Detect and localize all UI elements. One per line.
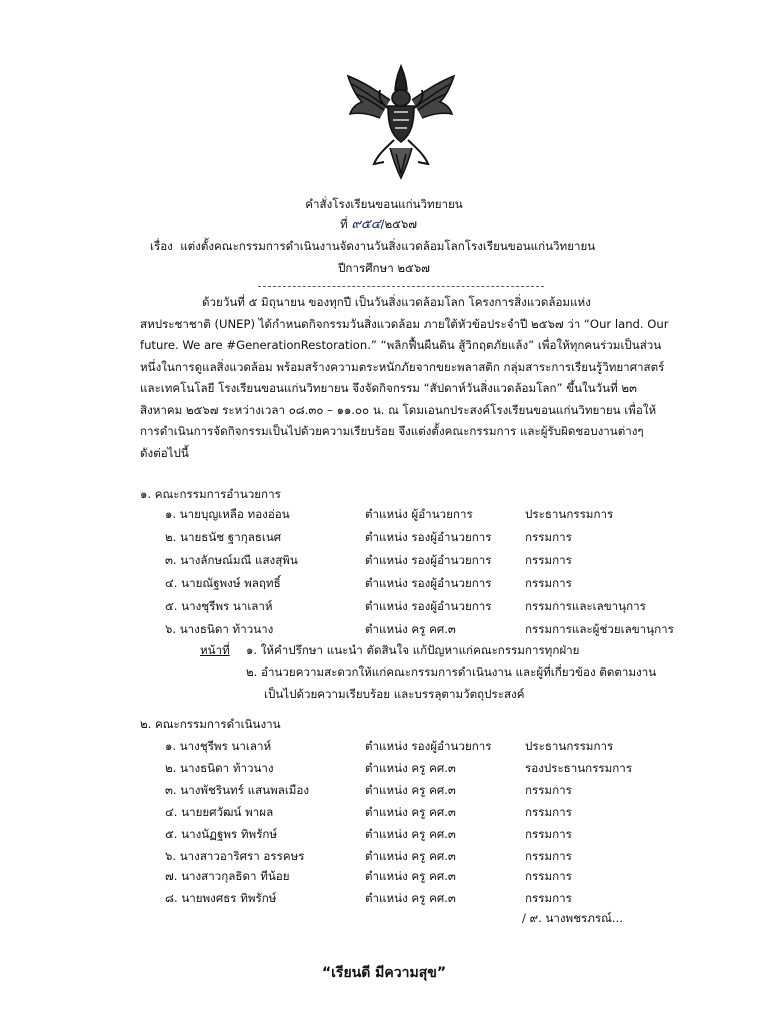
member-role: กรรมการ (525, 783, 572, 797)
continued-marker: / ๙. นางพชรภรณ์... (522, 911, 623, 925)
member-name: ๕. นางนัฏฐพร ทิพรักษ์ (165, 827, 278, 841)
committee2-heading: ๒. คณะกรรมการดำเนินงาน (140, 717, 281, 731)
member-role: กรรมการ (525, 849, 572, 863)
committee1-duty (0, 686, 768, 704)
committee1-member (0, 621, 768, 639)
member-position: ตำแหน่ง รองผู้อำนวยการ (365, 599, 492, 613)
garuda-emblem-icon (338, 62, 464, 182)
intro-paragraph (140, 292, 688, 464)
member-position: ตำแหน่ง ครู คศ.๓ (365, 805, 456, 819)
member-name: ๗. นางสาวกุลธิดา ทีน้อย (165, 869, 290, 883)
order-number-prefix: ที่ (340, 217, 348, 231)
school-slogan: “เรียนดี มีความสุข” (321, 965, 447, 981)
subject-label: เรื่อง (150, 239, 173, 253)
intro-line: สหประชาชาติ (UNEP) ได้กำหนดกิจกรรมวันสิ่งแวดล้อม ภายใต้หัวข้อประจำปี ๒๕๖๗ ว่า “Our land. Our (140, 316, 669, 331)
order-number-year: /๒๕๖๗ (380, 217, 417, 231)
duty-item: ๑. ให้คำปรึกษา แนะนำ ตัดสินใจ แก้ปัญหาแก่คณะกรรมการทุกฝ่าย (246, 643, 580, 657)
committee2-member (0, 826, 768, 844)
member-name: ๘. นายพงศธร ทิพรักษ์ (165, 891, 277, 905)
member-role: กรรมการ (525, 869, 572, 883)
intro-line: future. We are #GenerationRestoration.” “พลิกฟื้นผืนดิน สู้วิกฤตภัยแล้ง” เพื่อให้ทุกคนร่วมเป็นส่วน (140, 338, 662, 352)
committee1-member (0, 506, 768, 524)
member-position: ตำแหน่ง ครู คศ.๓ (365, 869, 456, 883)
header-divider (258, 286, 544, 287)
member-name: ๖. นางธนิดา ท้าวนาง (165, 622, 274, 636)
member-role: ประธานกรรมการ (525, 507, 614, 521)
academic-year: ปีการศึกษา ๒๕๖๗ (338, 261, 430, 275)
member-name: ๑. นายบุญเหลือ ทองอ่อน (165, 507, 290, 521)
committee1-duty (0, 664, 768, 682)
committee1-member (0, 575, 768, 593)
member-name: ๒. นายธนัช ฐากุลธเนศ (165, 530, 282, 544)
intro-line: ดังต่อไปนี้ (140, 445, 189, 460)
duty-item-continued: เป็นไปด้วยความเรียบร้อย และบรรลุตามวัตถุประสงค์ (264, 687, 525, 701)
member-role: กรรมการ (525, 553, 572, 567)
intro-line: และเทคโนโลยี โรงเรียนขอนแก่นวิทยายน จึงจัดกิจกรรม “สัปดาห์วันสิ่งแวดล้อมโลก” ขึ้นในวันที่ ๒๓ (140, 381, 637, 395)
member-position: ตำแหน่ง ครู คศ.๓ (365, 622, 456, 636)
member-role: กรรมการ (525, 805, 572, 819)
member-name: ๓. นางพัชรินทร์ แสนพลเมือง (165, 783, 310, 797)
member-position: ตำแหน่ง ผู้อำนวยการ (365, 507, 473, 521)
committee2-member (0, 782, 768, 800)
duty-label: หน้าที่ (200, 643, 230, 657)
member-position: ตำแหน่ง รองผู้อำนวยการ (365, 576, 492, 590)
member-name: ๕. นางชุรีพร นาเลาห์ (165, 599, 273, 613)
member-position: ตำแหน่ง ครู คศ.๓ (365, 891, 456, 905)
committee1-heading: ๑. คณะกรรมการอำนวยการ (140, 487, 281, 501)
member-role: กรรมการ (525, 827, 572, 841)
intro-line: ด้วยวันที่ ๕ มิถุนายน ของทุกปี เป็นวันสิ่งแวดล้อมโลก โครงการสิ่งแวดล้อมแห่ง (202, 295, 591, 309)
member-role: ประธานกรรมการ (525, 739, 614, 753)
member-role: กรรมการและผู้ช่วยเลขานุการ (525, 622, 674, 636)
order-title: คำสั่งโรงเรียนขอนแก่นวิทยายน (305, 197, 463, 211)
member-name: ๓. นางลักษณ์มณี แสงสุพิน (165, 553, 298, 567)
committee1-member (0, 529, 768, 547)
member-position: ตำแหน่ง ครู คศ.๓ (365, 827, 456, 841)
intro-line: การดำเนินการจัดกิจกรรมเป็นไปด้วยความเรียบร้อย จึงแต่งตั้งคณะกรรมการ และผู้รับผิดชอบงานต่างๆ (140, 424, 644, 438)
member-name: ๔. นายยศวัฒน์ พาผล (165, 805, 274, 819)
member-position: ตำแหน่ง ครู คศ.๓ (365, 849, 456, 863)
member-role: รองประธานกรรมการ (525, 761, 633, 775)
member-role: กรรมการ (525, 530, 572, 544)
committee2-member (0, 738, 768, 756)
member-name: ๒. นางธนิดา ท้าวนาง (165, 761, 274, 775)
member-position: ตำแหน่ง ครู คศ.๓ (365, 761, 456, 775)
intro-line: หนึ่งในการดูแลสิ่งแวดล้อม พร้อมสร้างความตระหนักภัยจากขยะพลาสติก กลุ่มสาระการเรียนรู้วิทยาศาสตร์ (140, 359, 665, 374)
committee2-member (0, 868, 768, 886)
order-number (340, 216, 417, 233)
intro-line: สิงหาคม ๒๕๖๗ ระหว่างเวลา ๐๘.๓๐ – ๑๑.๐๐ น. ณ โดมเอนกประสงค์โรงเรียนขอนแก่นวิทยายน เพื่อให้ (140, 402, 657, 417)
subject-text: แต่งตั้งคณะกรรมการดำเนินงานจัดงานวันสิ่งแวดล้อมโลกโรงเรียนขอนแก่นวิทยายน (180, 239, 596, 253)
member-role: กรรมการ (525, 576, 572, 590)
member-name: ๔. นายณัฐพงษ์ พลฤทธิ์ (165, 576, 281, 590)
committee2-member (0, 804, 768, 822)
subject-line (150, 238, 595, 254)
member-position: ตำแหน่ง ครู คศ.๓ (365, 783, 456, 797)
member-role: กรรมการ (525, 891, 572, 905)
member-name: ๑. นางชุรีพร นาเลาห์ (165, 739, 272, 753)
order-number-handwritten: ๙๕๔ (351, 217, 381, 232)
member-position: ตำแหน่ง รองผู้อำนวยการ (365, 739, 492, 753)
duty-item: ๒. อำนวยความสะดวกให้แก่คณะกรรมการดำเนินงาน และผู้ที่เกี่ยวข้อง ติดตามงาน (246, 665, 657, 679)
committee1-member (0, 552, 768, 570)
committee2-member (0, 890, 768, 908)
committee2-member (0, 760, 768, 778)
member-name: ๖. นางสาวอาริศรา อรรคษร (165, 849, 305, 863)
member-position: ตำแหน่ง รองผู้อำนวยการ (365, 553, 492, 567)
committee2-member (0, 848, 768, 866)
member-position: ตำแหน่ง รองผู้อำนวยการ (365, 530, 492, 544)
committee1-duty (0, 642, 768, 660)
member-role: กรรมการและเลขานุการ (525, 599, 646, 613)
committee1-member (0, 598, 768, 616)
